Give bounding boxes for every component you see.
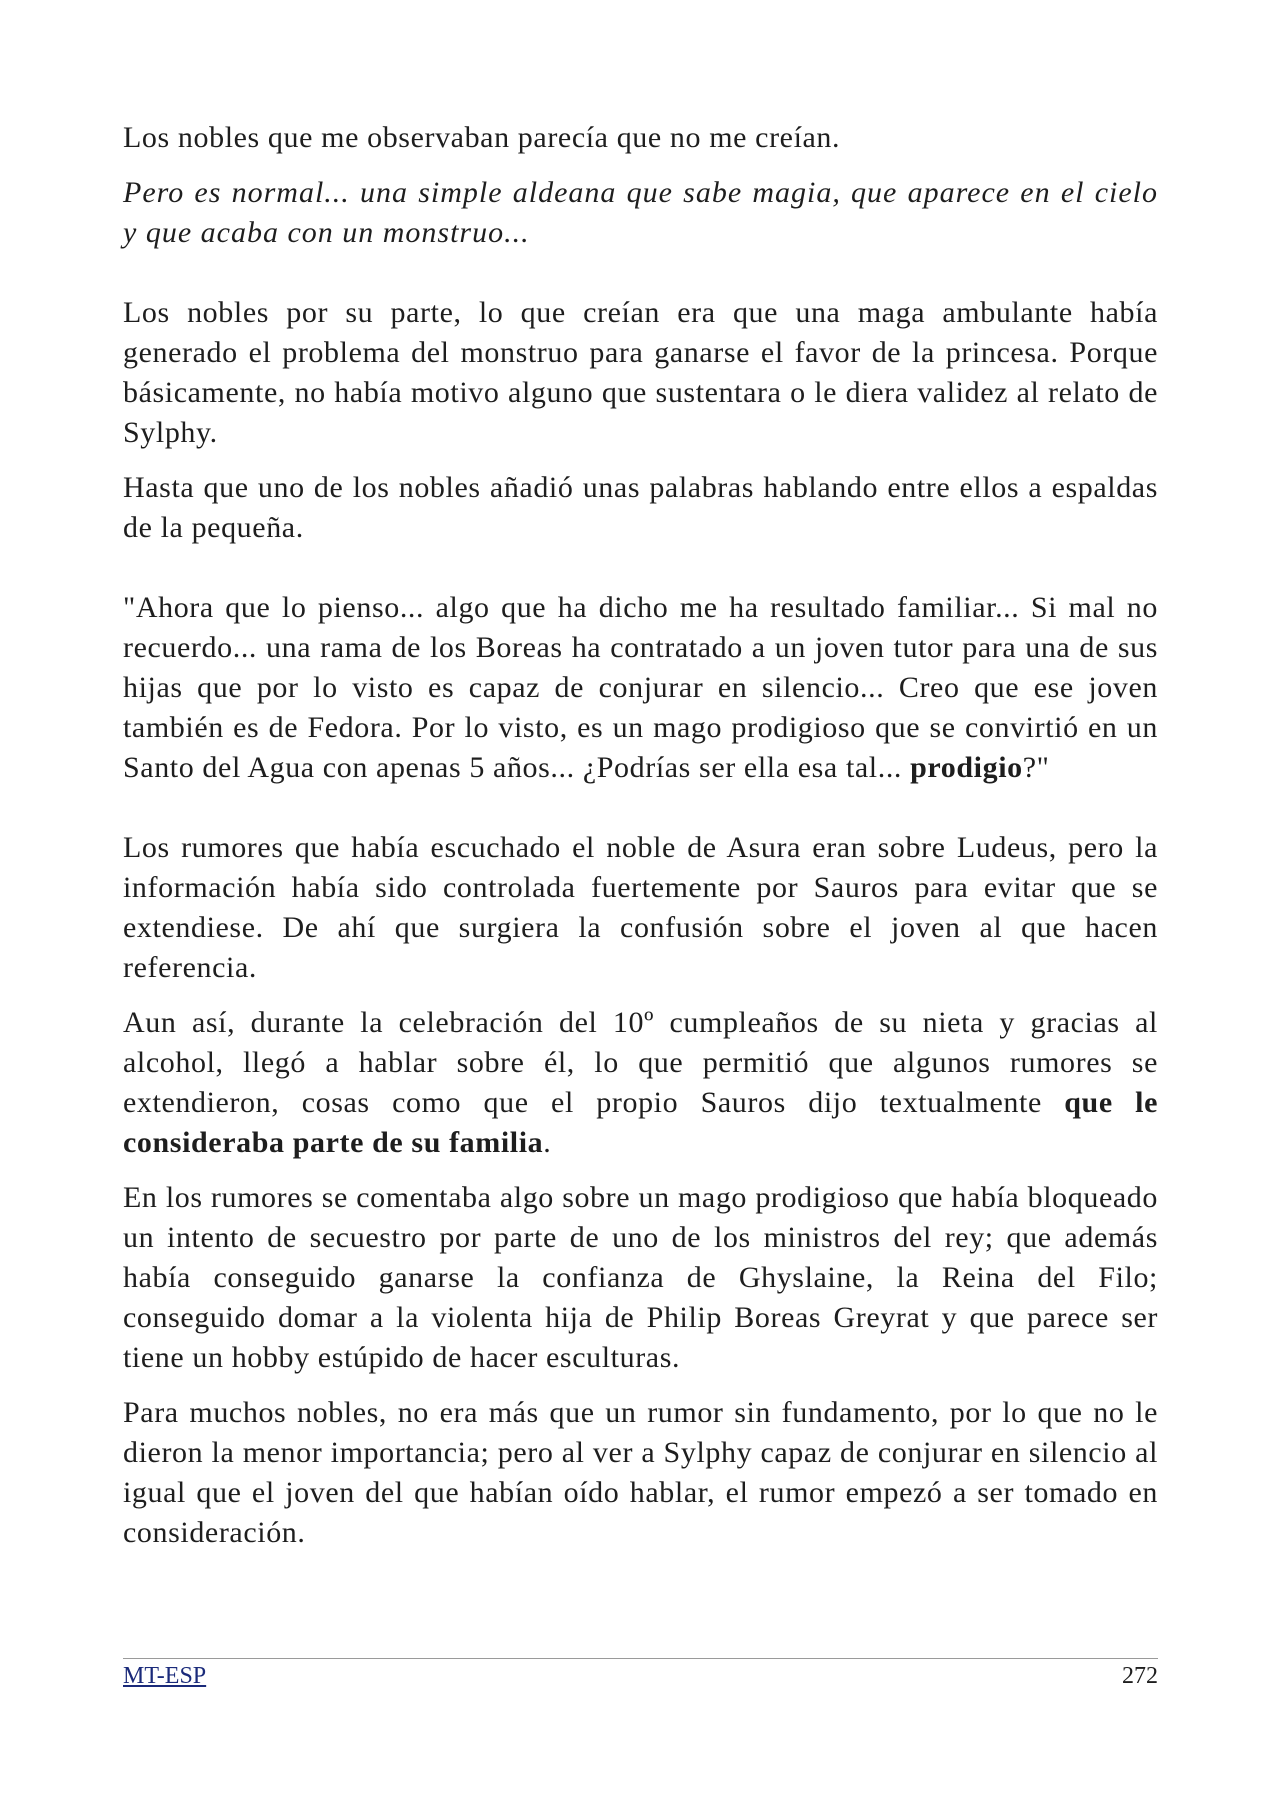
paragraph-2-thought: Pero es normal... una simple aldeana que sabe magia, que aparece en el cielo y que acaba con un monstruo... [123,176,1158,249]
footer-divider [123,1658,1158,1659]
paragraph-3: Los nobles por su parte, lo que creían era que una maga ambulante había generado el problema del monstruo para ganarse el favor de la princesa. Porque básicamente, no había motivo alguno que sustentara o le diera validez al relato de Sylphy. [123,296,1158,449]
paragraph-8: En los rumores se comentaba algo sobre un mago prodigioso que había bloqueado un intento de secuestro por parte de uno de los ministros del rey; que además había conseguido ganarse la confianza de Ghyslaine, la Reina del Filo; conseguido domar a la violenta hija de Philip Boreas Greyrat y que parece ser tiene un hobby estúpido de hacer esculturas. [123,1181,1158,1374]
paragraph-7 [123,1003,1158,1163]
paragraph-5-end: ?" [1022,751,1050,784]
paragraph-5-text: "Ahora que lo pienso... algo que ha dicho me ha resultado familiar... Si mal no recuerdo... una rama de los Boreas ha contratado a un joven tutor para una de sus hijas que por lo visto es capaz de conjurar en silencio... Creo que ese joven también es de Fedora. Por lo visto, es un mago prodigioso que se convirtió en un Santo del Agua con apenas 5 años... ¿Podrías ser ella esa tal... [123,591,1158,784]
page-number: 272 [1122,1663,1158,1689]
paragraph-5-dialogue [123,588,1158,788]
footer-link[interactable]: MT-ESP [123,1663,207,1689]
body-text [123,118,1158,1568]
paragraph-4: Hasta que uno de los nobles añadió unas palabras hablando entre ellos a espaldas de la pequeña. [123,471,1158,544]
paragraph-7-bold: que le consideraba parte de su familia [123,1086,1158,1159]
paragraph-1: Los nobles que me observaban parecía que no me creían. [123,121,841,154]
paragraph-6: Los rumores que había escuchado el noble de Asura eran sobre Ludeus, pero la información había sido controlada fuertemente por Sauros para evitar que se extendiese. De ahí que surgiera la confusión sobre el joven al que hacen referencia. [123,831,1158,984]
paragraph-7-text: Aun así, durante la celebración del 10º cumpleaños de su nieta y gracias al alcohol, llegó a hablar sobre él, lo que permitió que algunos rumores se extendieron, cosas como que el propio Sauros dijo textualmente [123,1006,1158,1119]
paragraph-7-end: . [543,1126,552,1159]
paragraph-5-bold: prodigio [910,751,1023,784]
paragraph-9: Para muchos nobles, no era más que un rumor sin fundamento, por lo que no le dieron la menor importancia; pero al ver a Sylphy capaz de conjurar en silencio al igual que el joven del que habían oído hablar, el rumor empezó a ser tomado en consideración. [123,1396,1158,1549]
